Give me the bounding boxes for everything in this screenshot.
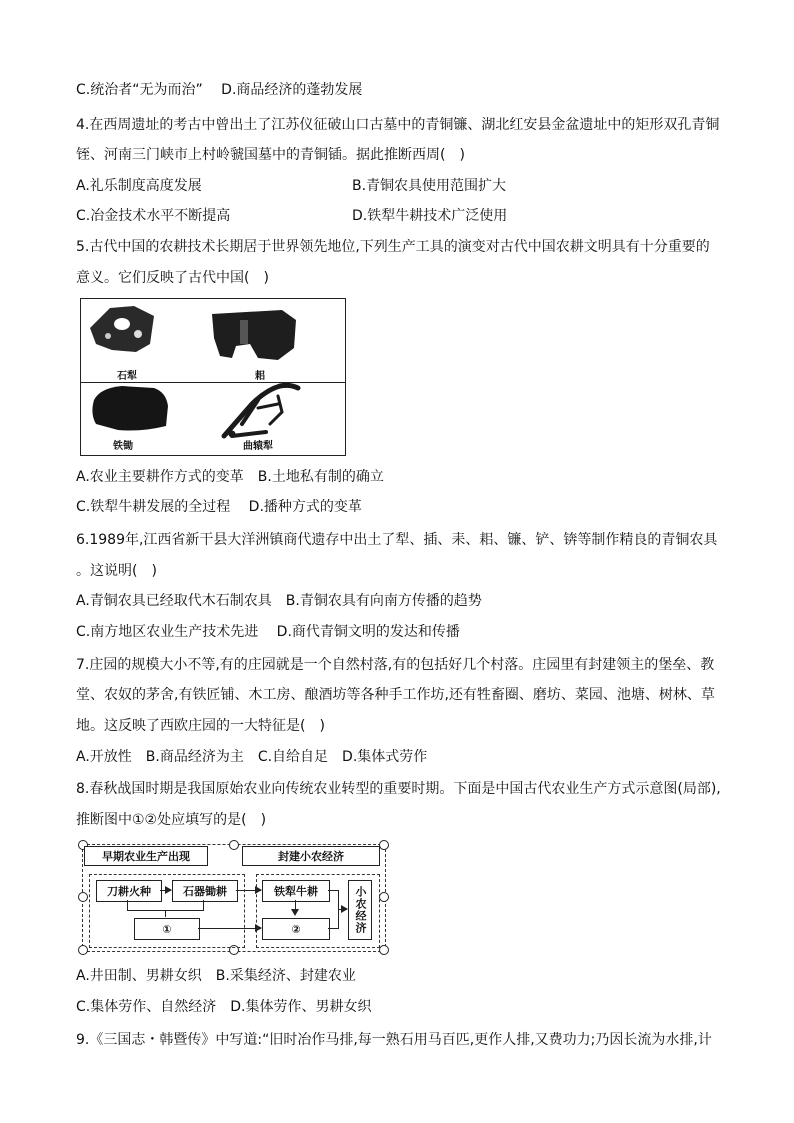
q8-stem-line2: 推断图中①②处应填写的是( ) <box>76 812 267 828</box>
q4-option-a: A.礼乐制度高度发展 <box>76 178 202 194</box>
q3-options-cd: C.统治者“无为而治” D.商品经济的蓬勃发展 <box>76 82 363 98</box>
q9-stem-line1: 9.《三国志・韩暨传》中写道:“旧时冶作马排,每一熟石用马百匹,更作人排,又费功力;乃因长流为水排,计 <box>76 1032 712 1048</box>
q7-options: A.开放性 B.商品经济为主 C.自给自足 D.集体式劳作 <box>76 749 428 765</box>
frame-dot <box>229 840 239 850</box>
q4-stem-line1: 4.在西周遗址的考古中曾出土了江苏仪征破山口古墓中的青铜镰、湖北红安县金盆遗址中的矩形双孔青铜 <box>76 117 720 133</box>
q5-stem-line1: 5.古代中国的农耕技术长期居于世界领先地位,下列生产工具的演变对古代中国农耕文明具有十分重要的 <box>76 239 710 255</box>
arrow-right <box>160 890 171 891</box>
q6-stem-line2: 。这说明( ) <box>76 563 157 579</box>
caption-iron-hoe: 铁锄 <box>113 441 133 452</box>
frame-dot <box>78 892 88 902</box>
q4-option-b: B.青铜农具使用范围扩大 <box>352 178 507 194</box>
frame-dot <box>379 840 389 850</box>
small-farming-box: 小农经济 <box>348 880 372 940</box>
connector <box>165 910 166 917</box>
caption-si: 耜 <box>255 371 265 382</box>
q6-options-ab: A.青铜农具已经取代木石制农具 B.青铜农具有向南方传播的趋势 <box>76 593 482 609</box>
q4-option-c: C.冶金技术水平不断提高 <box>76 208 231 224</box>
q5-options-ab: A.农业主要耕作方式的变革 B.土地私有制的确立 <box>76 469 384 485</box>
q7-stem-line2: 堂、农奴的茅舍,有铁匠铺、木工房、酿酒坊等各种手工作坊,还有牲畜圈、磨坊、菜园、池塘、树林、草 <box>76 687 715 703</box>
q8-options-ab: A.井田制、男耕女织 B.采集经济、封建农业 <box>76 968 356 984</box>
q8-stem-line1: 8.春秋战国时期是我国原始农业向传统农业转型的重要时期。下面是中国古代农业生产方式示意图(局部), <box>76 781 721 797</box>
q7-stem-line3: 地。这反映了西欧庄园的一大特征是( ) <box>76 718 325 734</box>
blank-1-box: ① <box>134 918 200 940</box>
curved-plough-image <box>224 385 298 437</box>
q5-options-cd: C.铁犁牛耕发展的全过程 D.播种方式的变革 <box>76 499 362 515</box>
arrow-down <box>291 909 299 916</box>
q8-options-cd: C.集体劳作、自然经济 D.集体劳作、男耕女织 <box>76 999 372 1015</box>
q7-stem-line1: 7.庄园的规模大小不等,有的庄园就是一个自然村落,有的包括好几个村落。庄园里有封建领主的堡垒、教 <box>76 657 715 673</box>
early-agriculture-title: 早期农业生产出现 <box>84 846 208 866</box>
stone-plough-image <box>90 306 154 352</box>
blank-2-box: ② <box>262 918 330 940</box>
frame-dot <box>78 945 88 955</box>
arrow-right <box>338 909 347 910</box>
arrow-right <box>198 928 261 929</box>
q6-stem-line1: 6.1989年,江西省新干县大洋洲镇商代遗存中出土了犁、插、耒、耜、镰、铲、锛等制作精良的青铜农具 <box>76 532 718 548</box>
si-spade-image <box>212 310 296 360</box>
q4-option-d: D.铁犁牛耕技术广泛使用 <box>352 208 508 224</box>
feudal-small-farming-title: 封建小农经济 <box>242 846 380 866</box>
connector <box>203 900 204 910</box>
arrow-right <box>236 890 261 891</box>
q6-options-cd: C.南方地区农业生产技术先进 D.商代青铜文明的发达和传播 <box>76 624 460 640</box>
caption-curved-plough: 曲辕犁 <box>243 441 273 452</box>
slash-and-burn-box: 刀耕火种 <box>96 880 162 902</box>
connector <box>328 890 338 891</box>
q4-stem-line2: 铚、河南三门峡市上村岭虢国墓中的青铜锸。据此推断西周( ) <box>76 147 465 163</box>
iron-plough-ox-box: 铁犁牛耕 <box>262 880 330 902</box>
frame-dot <box>379 945 389 955</box>
q5-stem-line2: 意义。它们反映了古代中国( ) <box>76 270 269 286</box>
connector <box>127 900 128 910</box>
stone-hoe-box: 石器锄耕 <box>172 880 238 902</box>
caption-stone-plough: 石犁 <box>117 371 137 382</box>
connector <box>328 928 338 929</box>
frame-dot <box>379 892 389 902</box>
iron-hoe-image <box>92 386 168 431</box>
